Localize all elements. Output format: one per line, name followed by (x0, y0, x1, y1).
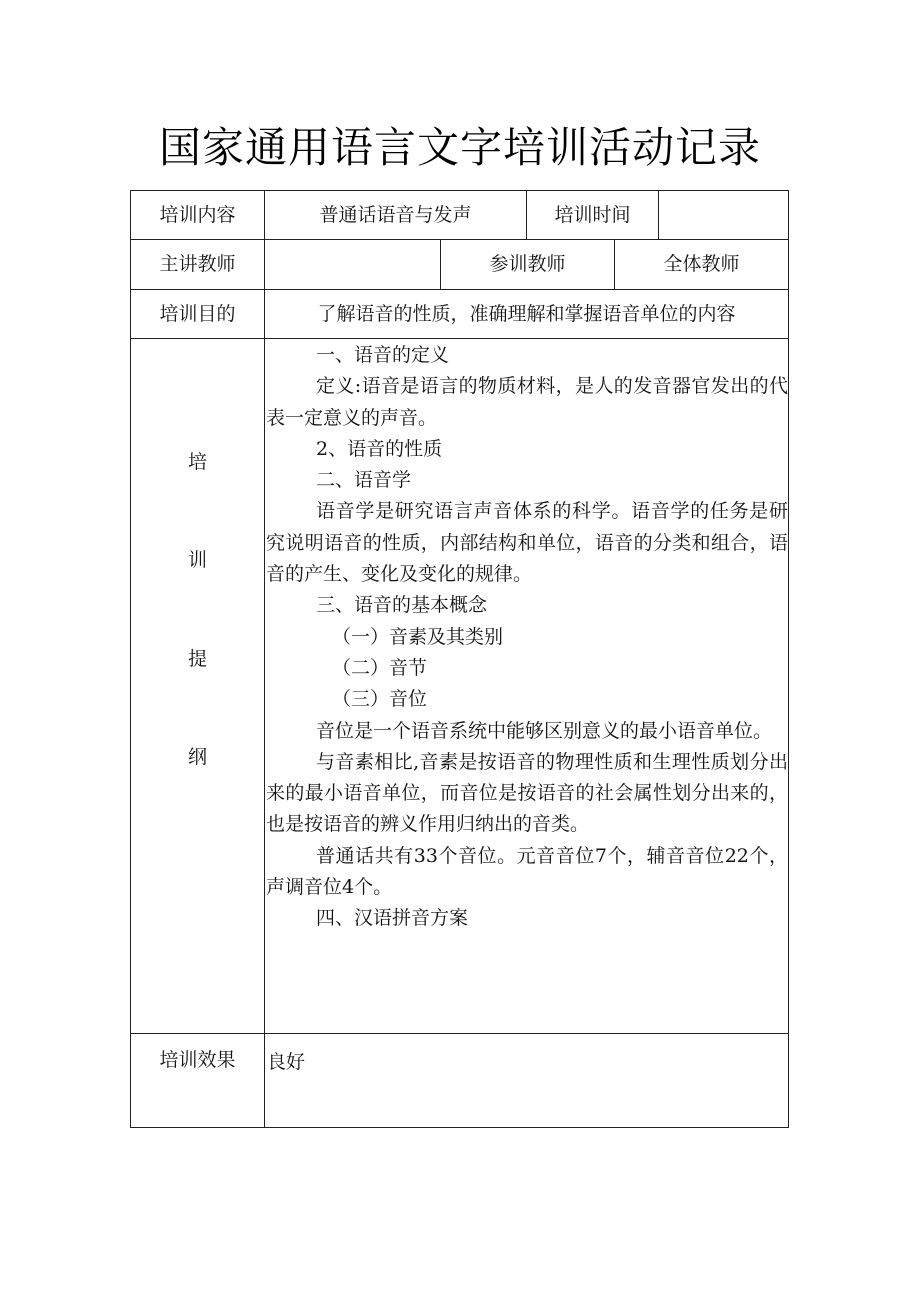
outline-subheading: （一）音素及其类别 (332, 625, 504, 648)
outline-label-char: 培 (187, 451, 207, 473)
outline-paragraph: 普通话共有33个音位。元音音位7个，辅音音位22个，声调音位4个。 (266, 844, 788, 899)
outline-paragraph: 定义:语音是语言的物质材料，是人的发音器官发出的代表一定意义的声音。 (266, 375, 788, 429)
outline-heading: 四、汉语拼音方案 (316, 907, 469, 930)
row-divider (130, 338, 789, 339)
training-content-label: 培训内容 (159, 204, 236, 226)
outline-subheading: （三）音位 (332, 688, 428, 711)
outline-label-char: 纲 (187, 746, 207, 768)
lecturer-label: 主讲教师 (159, 253, 236, 275)
training-content-value: 普通话语音与发声 (319, 204, 472, 226)
outline-label-char: 提 (187, 648, 207, 670)
training-time-label: 培训时间 (554, 204, 631, 226)
training-effect-label: 培训效果 (159, 1049, 236, 1071)
training-purpose-value: 了解语音的性质，准确理解和掌握语音单位的内容 (317, 303, 736, 325)
page-title: 国家通用语言文字培训活动记录 (158, 123, 761, 172)
outline-heading: 三、语音的基本概念 (316, 594, 488, 617)
outline-heading: 二、语音学 (316, 469, 412, 492)
outline-heading: 2、语音的性质 (316, 437, 443, 460)
outline-paragraph: 音位是一个语音系统中能够区别意义的最小语音单位。 (316, 719, 773, 742)
outline-paragraph: 语音学是研究语言声音体系的科学。语音学的任务是研究说明语音的性质，内部结构和单位，语音的分类和组合，语音的产生、变化及变化的规律。 (266, 500, 788, 586)
outline-label-char: 训 (187, 549, 207, 571)
training-effect-value: 良好 (267, 1051, 306, 1073)
row-divider (130, 1033, 789, 1034)
participants-label: 参训教师 (489, 253, 566, 275)
column-divider (658, 190, 659, 239)
outline-subheading: （二）音节 (332, 656, 428, 679)
participants-value: 全体教师 (663, 253, 740, 275)
training-purpose-label: 培训目的 (159, 303, 236, 325)
outline-heading: 一、语音的定义 (316, 344, 450, 366)
outline-paragraph: 与音素相比,音素是按语音的物理性质和生理性质划分出来的最小语音单位，而音位是按语音的社会属性划分出来的，也是按语音的辨义作用归纳出的音类。 (266, 750, 788, 836)
outline-content (266, 340, 788, 935)
